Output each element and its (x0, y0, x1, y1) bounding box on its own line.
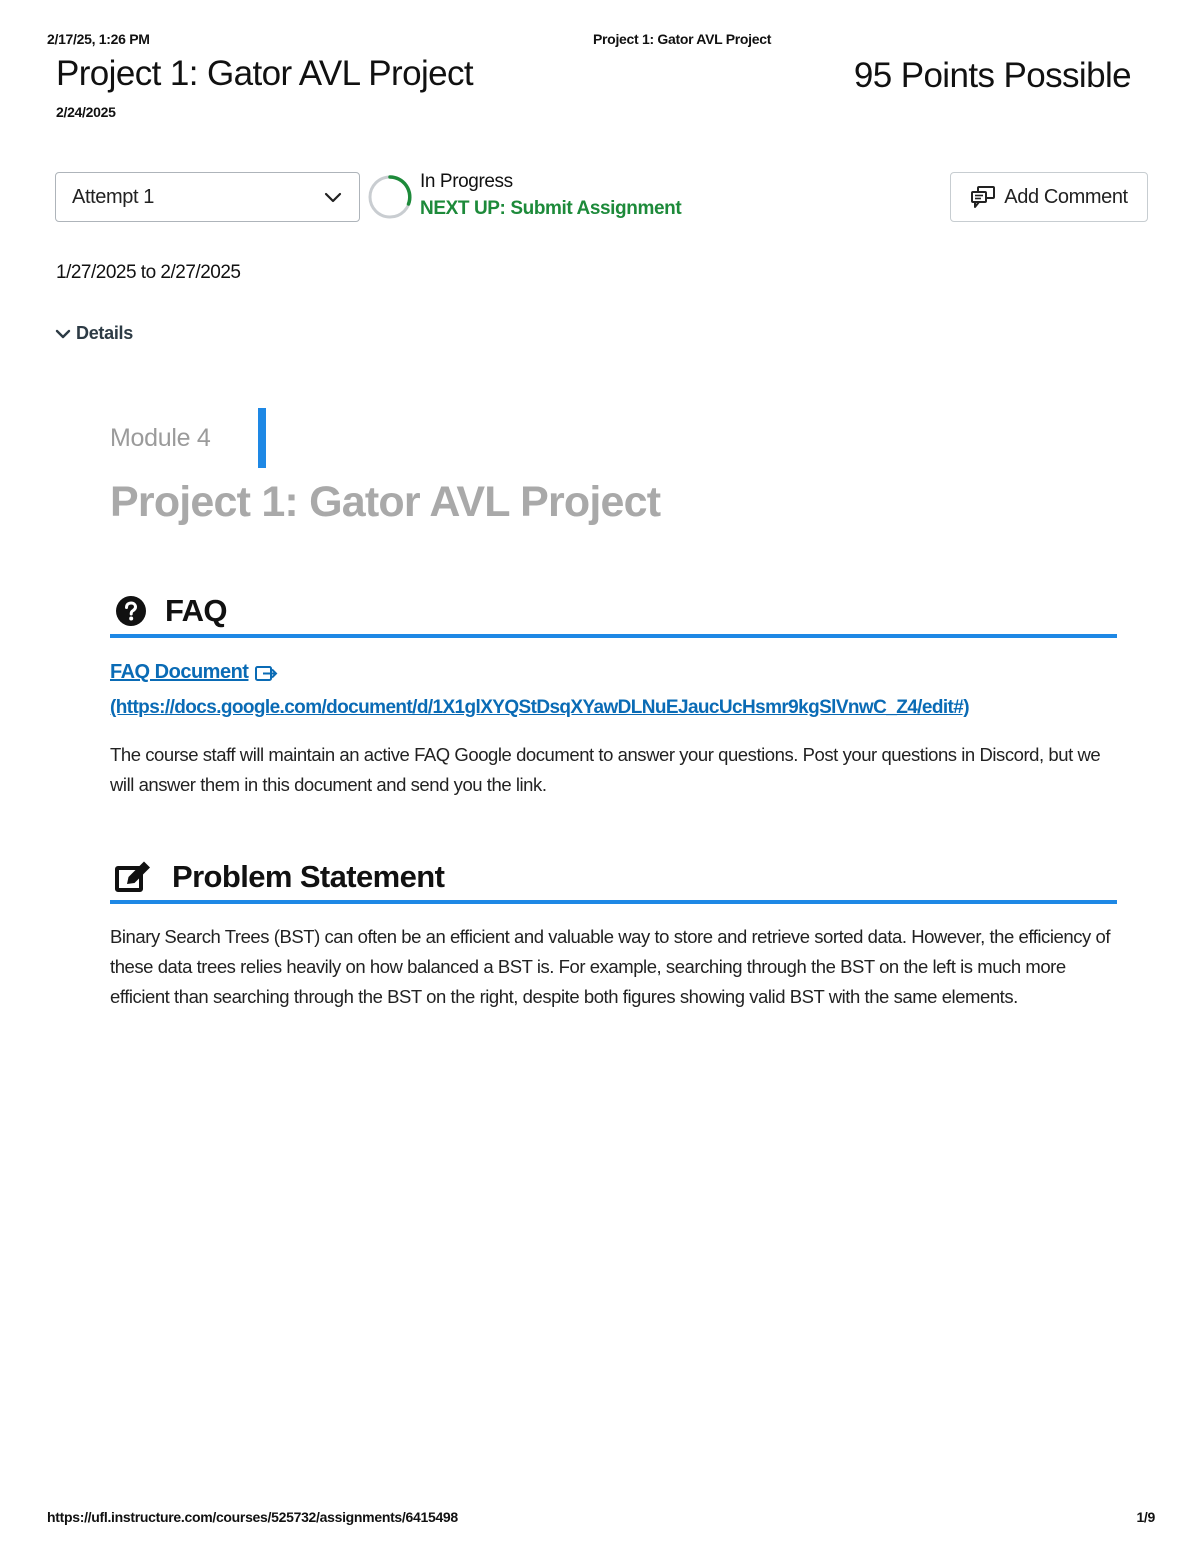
problem-statement-section-heading (110, 853, 1117, 904)
attempt-select-value: Attempt 1 (72, 185, 154, 208)
print-datetime: 2/17/25, 1:26 PM (47, 31, 150, 47)
faq-section-heading (110, 588, 1117, 638)
question-circle-icon (115, 595, 147, 627)
progress-ring-icon (366, 173, 414, 221)
faq-document-link[interactable] (110, 661, 278, 684)
chevron-down-icon (54, 325, 72, 343)
assignment-title: Project 1: Gator AVL Project (56, 54, 474, 93)
print-footer-url: https://ufl.instructure.com/courses/525732/assignments/6415498 (47, 1509, 458, 1525)
faq-document-url[interactable]: (https://docs.google.com/document/d/1X1glXYQStDsqXYawDLNuEJaucUcHsmr9kgSlVnwC_Z4/edit#) (110, 697, 969, 718)
attempt-select[interactable] (55, 172, 360, 222)
problem-statement-body: Binary Search Trees (BST) can often be an efficient and valuable way to store and retrieve sorted data. However, the efficiency of these data trees relies heavily on how balanced a BST is. For example, searching through the BST on the left is much more efficient than searching through the BST on the right, despite both figures showing valid BST with the same elements. (110, 926, 1111, 1007)
module-label: Module 4 (110, 423, 211, 452)
module-banner (110, 408, 210, 468)
external-link-icon (254, 663, 278, 683)
add-comment-label: Add Comment (1004, 185, 1128, 208)
status-block (420, 170, 681, 224)
problem-statement-heading: Problem Statement (172, 858, 445, 894)
page-number: 1/9 (1136, 1509, 1155, 1525)
status-label: In Progress (420, 171, 513, 192)
due-date: 2/24/2025 (56, 104, 116, 120)
next-up-link[interactable]: NEXT UP: Submit Assignment (420, 198, 682, 219)
faq-document-link-text: FAQ Document (110, 661, 249, 683)
points-possible: 95 Points Possible (853, 56, 1131, 95)
print-page-title: Project 1: Gator AVL Project (593, 31, 772, 47)
comment-icon (970, 185, 996, 209)
content-heading: Project 1: Gator AVL Project (110, 478, 661, 526)
faq-description: The course staff will maintain an active FAQ Google document to answer your questions. Post your questions in Discord, but we will answer them in this document and send you the link. (110, 744, 1101, 795)
module-accent-bar (258, 408, 266, 468)
details-toggle-label: Details (76, 323, 133, 343)
print-header (47, 31, 1153, 49)
chevron-down-icon (323, 188, 343, 208)
availability-dates: 1/27/2025 to 2/27/2025 (56, 262, 241, 283)
details-toggle[interactable] (54, 323, 133, 344)
add-comment-button[interactable] (950, 172, 1148, 222)
edit-icon (114, 860, 152, 894)
faq-heading: FAQ (165, 593, 227, 628)
